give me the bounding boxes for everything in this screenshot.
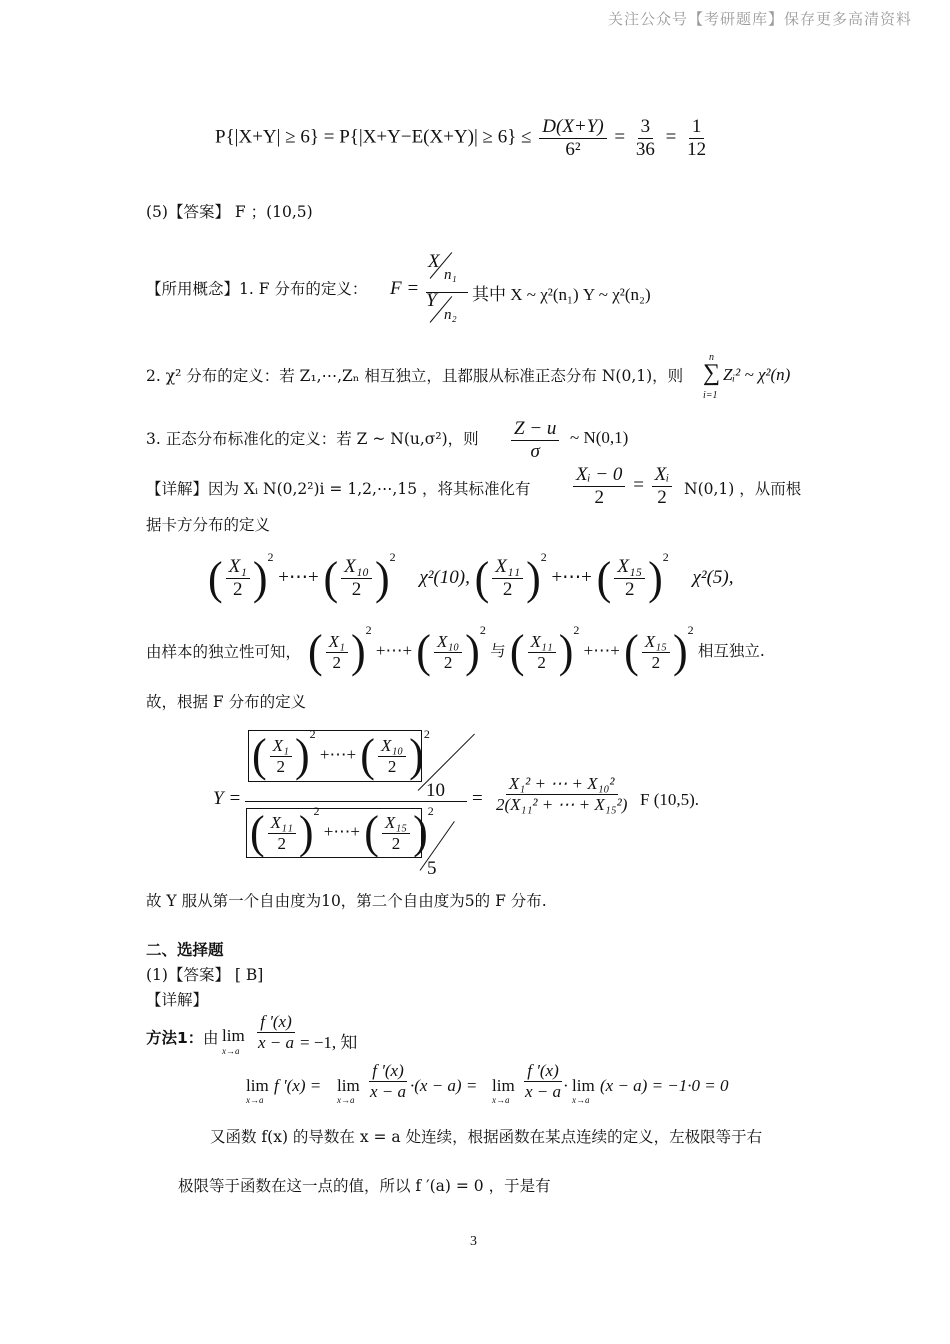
- method1-lim: lim: [222, 1026, 245, 1045]
- y-dots: +⋯+: [319, 745, 357, 764]
- lim-2-xa: x→a: [337, 1095, 355, 1105]
- chi-5: χ²(5),: [692, 567, 734, 588]
- method1-label: 方法1：: [146, 1029, 204, 1047]
- concept-x: X: [428, 251, 440, 272]
- y-sq-d: 2: [427, 804, 434, 818]
- paragraph-2: 极限等于函数在这一点的值，所以 f ′(a) = 0 ，于是有: [178, 1177, 551, 1195]
- chebyshev-equation: P{|X+Y| ≥ 6} = P{|X+Y−E(X+Y)| ≥ 6} ≤ $\frac{D(X+Y)}{\text{6²}}$ = $\frac{3}{36}$ = $\frac{1}{12}$: [215, 116, 712, 161]
- eq1-lhs: P{|X+Y| ≥ 6} = P{|X+Y−E(X+Y)| ≥ 6} ≤: [215, 126, 532, 148]
- lim-3-xa: x→a: [492, 1095, 510, 1105]
- indep-dots: +⋯+: [375, 641, 413, 660]
- lim-a: f '(x) =: [274, 1076, 322, 1095]
- chi-two-c: 2: [502, 579, 513, 601]
- chi-two-d: 2: [624, 579, 635, 601]
- concept-n2: n₂: [444, 307, 457, 323]
- lim-b: ·(x − a) =: [410, 1076, 478, 1095]
- indep-mid: 与: [490, 642, 506, 660]
- page-number: 3: [470, 1234, 477, 1249]
- y-x11: X₁₁: [268, 813, 296, 834]
- y-x10: X₁₀: [378, 736, 406, 757]
- concept3-tail: ~ N(0,1): [570, 428, 629, 447]
- concept2-text: 2. χ² 分布的定义：若 Z₁,⋯,Zₙ 相互独立，且都服从标准正态分布 N(0,1)，则: [146, 367, 684, 385]
- lim-4-xa: x→a: [572, 1095, 590, 1105]
- eq1-r1n: 3: [638, 116, 654, 139]
- y-dots-b: +⋯+: [323, 822, 360, 841]
- concept-y: Y: [426, 290, 437, 311]
- eq1-r2n: 1: [689, 116, 705, 139]
- y-bottom-expr: ( $\frac{\text{X₁₁}}{2}$ )$^2$ +⋯+ ( $\frac{\text{X₁₅}}{2}$ )$^2$: [250, 804, 434, 859]
- indep-tail: 相互独立.: [697, 642, 765, 660]
- eq1-r2d: 12: [687, 138, 707, 160]
- chi-x10: X₁₀: [341, 556, 372, 579]
- conclusion: 故 Y 服从第一个自由度为10，第二个自由度为5的 F 分布.: [146, 892, 547, 910]
- chi-x1: X₁: [226, 556, 250, 579]
- method1-xa: x→a: [222, 1046, 240, 1056]
- chi-sq: 2: [267, 550, 274, 564]
- lim-4: lim: [572, 1076, 595, 1095]
- indep-two-b: 2: [443, 652, 453, 672]
- chi-sq-d: 2: [662, 550, 669, 564]
- detail-2: 【详解】: [146, 991, 209, 1009]
- method1-frac: [252, 1012, 300, 1052]
- method1-b: = −1, 知: [300, 1033, 358, 1052]
- detail-tail: N(0,1) ，从而根: [684, 480, 802, 498]
- y-frac-num: X₁² + ⋯ + X₁₀²: [506, 774, 618, 795]
- indep-text: 由样本的独立性可知，: [146, 643, 302, 661]
- lim-2: lim: [337, 1076, 360, 1095]
- concept2-tail: Zᵢ² ~ χ²(n): [723, 365, 791, 384]
- y-two-b: 2: [387, 756, 397, 776]
- eq1-den: 6²: [565, 138, 581, 160]
- detail-f2d: 2: [657, 486, 667, 508]
- concept3-frac: [508, 418, 562, 463]
- concept-n1: n₁: [444, 267, 457, 283]
- detail-f2n: Xᵢ: [652, 464, 673, 487]
- y-sq-c: 2: [313, 804, 320, 818]
- indep-two-c: 2: [537, 652, 546, 672]
- indep-dots-b: +⋯+: [583, 641, 620, 660]
- eq1-r1d: 36: [635, 138, 655, 160]
- concept-f: F =: [390, 278, 420, 299]
- indep-x10: X₁₀: [434, 632, 462, 653]
- indep-sq-c: 2: [573, 623, 580, 637]
- lim-frac-2-num: f '(x): [524, 1061, 561, 1082]
- y-eq-lhs: Y =: [213, 788, 242, 809]
- chi-dots-b: +⋯+: [551, 567, 592, 588]
- chi-sq-b: 2: [389, 550, 396, 564]
- answer-1: (1)【答案】 [ B]: [146, 966, 264, 984]
- y-sq-b: 2: [423, 727, 430, 741]
- indep-two: 2: [332, 652, 342, 672]
- lim-frac-1-num: f '(x): [369, 1061, 406, 1082]
- answer-5: (5)【答案】 F ；(10,5): [146, 203, 313, 221]
- y-eq2: =: [472, 788, 483, 809]
- y-top-expr: ( $\frac{\text{X₁}}{2}$ )$^2$ +⋯+ ( $\frac{\text{X₁₀}}{2}$ )$^2$: [252, 727, 430, 782]
- chi-x11: X₁₁: [492, 556, 523, 579]
- y-frac-den: 2(X₁₁² + ⋯ + X₁₅²): [496, 794, 628, 814]
- y-two-d: 2: [391, 833, 401, 853]
- section-2-heading: 二、选择题: [146, 941, 224, 959]
- method1-den: x − a: [258, 1032, 295, 1052]
- lim-frac-1-den: x − a: [370, 1081, 407, 1101]
- indep-x1: X₁: [326, 632, 348, 653]
- lim-frac-2-den: x − a: [525, 1081, 562, 1101]
- concept2-sum-symbol: ∑: [703, 360, 721, 386]
- chi-dots: +⋯+: [278, 567, 319, 588]
- concept-tail: 其中 X ~ χ²(n₁) Y ~ χ²(n₂): [472, 285, 651, 304]
- lim-3: lim: [492, 1076, 515, 1095]
- chi-square-line: ( $\frac{\text{X₁}}{2}$ )$^2$ +⋯+ ( $\frac{\text{X₁₀}}{2}$ )$^2$ χ²(10), ( $\frac{\text{X₁₁}}{2}$ )$^2$ +⋯+ ( $\frac{\text{X₁₅}}{2}$ )$^2$ χ²(5),: [208, 550, 734, 604]
- y-main-bar: [245, 801, 467, 802]
- lim-1-xa: x→a: [246, 1095, 264, 1105]
- indep-x15: X₁₅: [642, 632, 670, 653]
- lim-1: lim: [246, 1076, 269, 1095]
- method1-num: f '(x): [257, 1012, 294, 1033]
- indep-sq-d: 2: [687, 623, 694, 637]
- y-ten: 10: [426, 780, 445, 801]
- indep-expr: ( $\frac{\text{X₁}}{2}$ )$^2$ +⋯+ ( $\frac{\text{X₁₀}}{2}$ )$^2$ 与 ( $\frac{\text{X₁₁}}{2}$ )$^2$ +⋯+ ( $\frac{\text{X₁₅}}{2}$ )$^2$ 相互独立.: [308, 623, 765, 678]
- detail-f1d: 2: [594, 486, 604, 508]
- lim-c: ·: [563, 1076, 569, 1095]
- indep-x11: X₁₁: [528, 632, 556, 653]
- detail-text: 【详解】因为 Xᵢ N(0,2²)i = 1,2,⋯,15 ，将其标准化有: [146, 480, 531, 498]
- concept3-num: Z − u: [511, 418, 559, 441]
- lim-frac-2: [519, 1061, 567, 1101]
- y-x15: X₁₅: [382, 813, 410, 834]
- y-x1: X₁: [270, 736, 292, 757]
- y-tail: F (10,5).: [640, 790, 700, 809]
- lim-frac-1: [364, 1061, 412, 1101]
- detail-fracs: [570, 464, 675, 509]
- indep-two-d: 2: [651, 652, 661, 672]
- concept3-text: 3. 正态分布标准化的定义：若 Z ~ N(u,σ²)，则: [146, 430, 479, 448]
- watermark: 关注公众号【考研题库】保存更多高清资料: [607, 10, 912, 28]
- chi-10: χ²(10),: [419, 567, 470, 588]
- y-sq: 2: [309, 727, 316, 741]
- detail-eq: =: [633, 474, 644, 496]
- y-frac: [490, 774, 633, 814]
- detail-f1n: Xᵢ − 0: [573, 464, 625, 487]
- chi-two: 2: [233, 579, 243, 601]
- concept2-sum-top: n: [709, 352, 714, 363]
- lim-d: (x − a) = −1·0 = 0: [600, 1076, 729, 1095]
- chi-two-b: 2: [351, 579, 362, 601]
- paragraph-1: 又函数 f(x) 的导数在 x = a 处连续，根据函数在某点连续的定义，左极限等于右: [210, 1128, 763, 1146]
- indep-sq-b: 2: [479, 623, 486, 637]
- eq1-num: D(X+Y): [539, 116, 606, 139]
- detail-line2: 据卡方分布的定义: [146, 516, 271, 534]
- accord-text: 故，根据 F 分布的定义: [146, 693, 307, 711]
- concept3-den: σ: [530, 440, 540, 462]
- chi-x15: X₁₅: [614, 556, 645, 579]
- concept2-sum-bottom: i=1: [703, 390, 718, 401]
- y-two: 2: [276, 756, 286, 776]
- concept-label: 【所用概念】1. F 分布的定义：: [146, 280, 368, 298]
- y-two-c: 2: [277, 833, 287, 853]
- method1-a: 由: [203, 1029, 219, 1047]
- y-five: 5: [427, 858, 437, 879]
- chi-sq-c: 2: [540, 550, 547, 564]
- indep-sq: 2: [365, 623, 372, 637]
